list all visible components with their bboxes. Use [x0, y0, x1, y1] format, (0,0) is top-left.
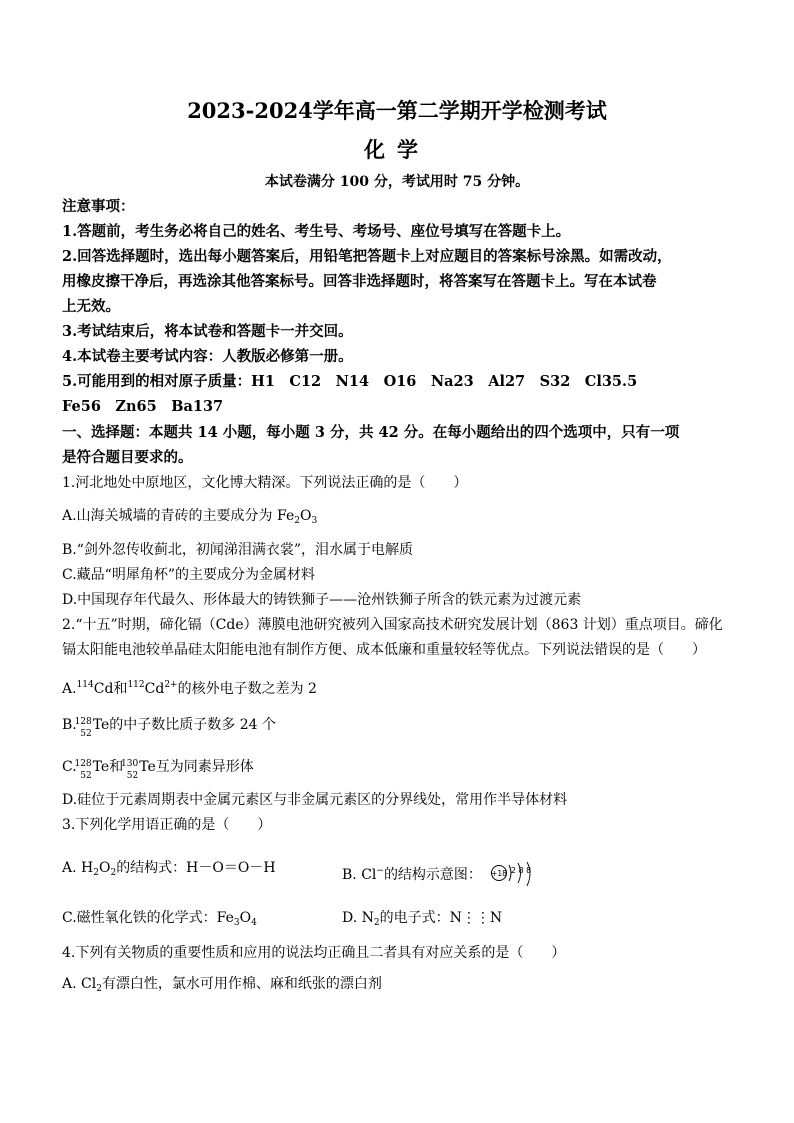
q2-c-mass2: 130	[121, 759, 139, 769]
instruction-5-line1: 5.可能用到的相对原子质量：H1 C12 N14 O16 Na23 Al27 S32 Cl35.5	[62, 373, 638, 390]
instruction-2-line3: 上无效。	[62, 298, 120, 315]
q1-a-mid: O	[299, 508, 312, 524]
q2-stem-line2: 镉太阳能电池较单晶硅太阳能电池有制作方便、成本低廉和重量较轻等优点。下列说法错误的是（ ）	[62, 642, 706, 658]
instruction-4: 4.本试卷主要考试内容：人教版必修第一册。	[62, 348, 353, 365]
q3-a-sub1: 2	[93, 868, 99, 878]
q2-b-label: B.	[62, 717, 77, 733]
q2-option-c	[62, 758, 254, 781]
q4-option-a	[62, 975, 382, 998]
q1-a-text: A.山海关城墙的青砖的主要成分为 Fe	[62, 508, 295, 524]
q2-a-el1: Cd	[93, 681, 114, 697]
instruction-1: 1.答题前，考生务必将自己的姓名、考生号、考场号、座位号填写在答题卡上。	[62, 223, 571, 240]
exam-note: 本试卷满分 100 分，考试用时 75 分钟。	[264, 174, 530, 190]
q2-c-z1: 52	[80, 771, 92, 781]
q2-option-d: D.硅位于元素周期表中金属元素区与非金属元素区的分界线处，常用作半导体材料	[62, 792, 568, 808]
q3-a-prefix: A. H	[62, 860, 94, 876]
q1-a-sub1: 2	[294, 516, 300, 526]
q1-stem: 1.河北地处中原地区，文化博大精深。下列说法正确的是（ ）	[62, 475, 468, 491]
q3-d-prefix: D. N	[342, 910, 374, 926]
shell-electrons: 2 8 8	[511, 866, 532, 875]
q4-a-rest: 有漂白性，氯水可用作棉、麻和纸张的漂白剂	[101, 976, 382, 992]
q3-c-sub1: 3	[233, 918, 240, 928]
q3-option-a	[62, 859, 276, 882]
q1-option-a	[62, 507, 317, 530]
q1-option-d: D.中国现存年代最久、形体最大的铸铁狮子——沧州铁狮子所含的铁元素为过渡元素	[62, 592, 582, 608]
q3-d-sub: 2	[373, 918, 380, 928]
q3-option-d	[342, 909, 502, 932]
q3-b-charge: −	[376, 866, 384, 876]
section1-line1: 一、选择题：本题共 14 小题，每小题 3 分，共 42 分。在每小题给出的四个选项中，只有一项	[62, 424, 680, 441]
nucleus-charge: +18	[491, 869, 508, 878]
q3-option-c	[62, 909, 257, 932]
q3-stem: 3.下列化学用语正确的是（ ）	[62, 817, 272, 833]
chlorine-ion-structure-diagram	[490, 859, 540, 891]
q2-a-charge: 2+	[164, 680, 178, 690]
q4-a-prefix: A. Cl	[62, 976, 97, 992]
q2-a-and: 和	[113, 681, 128, 697]
q2-option-a	[62, 676, 317, 698]
q2-a-label: A.	[62, 681, 77, 697]
q3-d-rest: 的电子式：N⋮⋮N	[379, 910, 503, 926]
instruction-5-line2: Fe56 Zn65 Ba137	[62, 398, 224, 415]
q2-a-mass2: 112	[127, 680, 145, 690]
q4-a-sub: 2	[96, 984, 102, 994]
exam-subject: 化学	[364, 137, 430, 162]
q2-c-z2: 52	[126, 771, 139, 781]
q2-c-rest: 互为同素异形体	[155, 759, 254, 775]
q2-c-el2: Te	[139, 759, 156, 775]
q3-c-prefix: C.磁性氧化铁的化学式：Fe	[62, 910, 234, 926]
q2-a-el2: Cd	[144, 681, 165, 697]
q1-option-c: C.藏品“明犀角杯”的主要成分为金属材料	[62, 567, 315, 583]
instructions-heading: 注意事项：	[62, 198, 135, 215]
instruction-2-line1: 2.回答选择题时，选出每小题答案后，用铅笔把答题卡上对应题目的答案标号涂黑。如需改动，	[62, 248, 672, 265]
q2-c-nuclide2	[121, 758, 139, 781]
q3-b-prefix: B. Cl	[342, 867, 377, 883]
exam-title: 2023-2024学年高一第二学期开学检测考试	[187, 98, 607, 123]
q3-a-mid: O	[98, 860, 111, 876]
q3-a-sub2: 2	[110, 868, 117, 878]
instruction-3: 3.考试结束后，将本试卷和答题卡一并交回。	[62, 323, 353, 340]
q3-option-b	[342, 859, 540, 891]
q2-option-b	[62, 716, 277, 739]
q3-c-sub2: 4	[251, 918, 257, 928]
q3-c-mid: O	[239, 910, 252, 926]
q3-a-rest: 的结构式：H－O＝O－H	[116, 860, 276, 876]
q2-stem-line1: 2.“十五”时期，碲化镉（Cde）薄膜电池研究被列入国家高技术研究发展计划（863 计划）重点项目。碲化	[62, 617, 723, 633]
instruction-2-line2: 用橡皮擦干净后，再选涂其他答案标号。回答非选择题时，将答案写在答题卡上。写在本试卷	[62, 273, 657, 290]
q2-b-mass: 128	[74, 717, 92, 727]
q2-b-nuclide	[74, 716, 93, 739]
q2-a-mass1: 114	[76, 680, 94, 690]
q2-c-mass1: 128	[74, 759, 92, 769]
q2-c-and: 和	[109, 759, 124, 775]
q2-b-rest: 的中子数比质子数多 24 个	[109, 717, 277, 733]
q2-a-rest: 的核外电子数之差为 2	[177, 681, 317, 697]
q3-b-rest: 的结构示意图：	[383, 867, 482, 883]
section1-line2: 是符合题目要求的。	[62, 449, 193, 466]
q1-a-sub2: 3	[311, 516, 318, 526]
q4-stem: 4.下列有关物质的重要性质和应用的说法均正确且二者具有对应关系的是（ ）	[62, 945, 566, 961]
q2-c-nuclide1	[74, 758, 93, 781]
q2-c-el1: Te	[92, 759, 110, 775]
q2-b-z: 52	[80, 729, 92, 739]
q1-option-b: B.“剑外忽传收蓟北，初闻涕泪满衣裳”，泪水属于电解质	[62, 542, 414, 558]
q2-b-el: Te	[92, 717, 110, 733]
q2-c-label: C.	[62, 759, 77, 775]
